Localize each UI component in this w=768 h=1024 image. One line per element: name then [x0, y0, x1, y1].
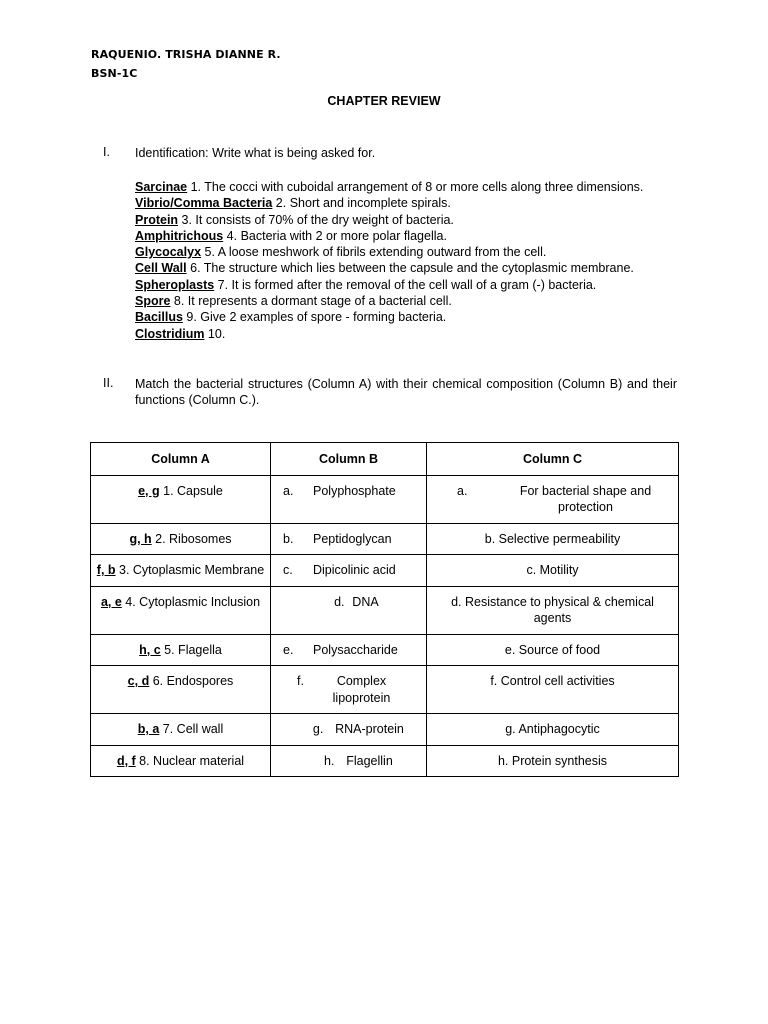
match-answer: e, g [138, 483, 160, 498]
matching-table [90, 442, 679, 777]
match-answer: a, e [100, 594, 122, 609]
answer: Sarcinae [135, 180, 188, 194]
column-c-cell: h. Protein synthesis [427, 745, 679, 777]
structure: 7. Cell wall [159, 722, 224, 736]
list-item [135, 309, 677, 325]
column-a-cell [91, 634, 271, 666]
student-section: BSN-1C [91, 67, 138, 80]
list-item [135, 326, 677, 342]
structure: 1. Capsule [159, 483, 223, 498]
structure: 2. Ribosomes [151, 531, 232, 546]
structure: 5. Flagella [160, 642, 222, 657]
composition: Polysaccharide [313, 642, 398, 657]
list-item [135, 195, 677, 211]
composition: RNA-protein [335, 722, 404, 736]
answer: Bacillus [135, 310, 183, 325]
column-b-cell [271, 523, 427, 555]
structure: 3. Cytoplasmic Membrane [115, 563, 265, 577]
column-c-cell [427, 475, 679, 523]
column-a-cell [91, 475, 271, 523]
structure: 4. Cytoplasmic Inclusion [121, 594, 261, 609]
table-row [91, 555, 679, 587]
question: 9. Give 2 examples of spore - forming bacteria. [182, 310, 447, 325]
list-item [135, 212, 677, 228]
answer: Amphitrichous [135, 228, 224, 243]
letter: a. [457, 483, 468, 498]
question: 7. It is formed after the removal of the cell wall of a gram (-) bacteria. [214, 277, 597, 292]
match-answer: h, c [139, 642, 161, 657]
answer: Spheroplasts [135, 277, 215, 292]
identification-list [135, 179, 677, 342]
list-item [135, 277, 677, 293]
question: 5. A loose meshwork of fibrils extending outward from the cell. [201, 245, 547, 260]
structure: 8. Nuclear material [135, 753, 245, 768]
column-c-cell: g. Antiphagocytic [427, 714, 679, 746]
match-answer: g, h [129, 531, 152, 546]
match-answer: d, f [116, 753, 136, 768]
student-name: RAQUENIO. TRISHA DIANNE R. [91, 48, 281, 61]
part2-numeral: II. [103, 376, 114, 390]
column-c-cell: c. Motility [427, 555, 679, 587]
answer: Protein [135, 212, 179, 227]
column-b-cell [271, 666, 427, 714]
part1-instruction: Identification: Write what is being asked for. [135, 146, 376, 160]
table-row [91, 475, 679, 523]
list-item [135, 293, 677, 309]
letter: a. [283, 483, 294, 498]
table-row [91, 745, 679, 777]
composition: Complex lipoprotein [332, 674, 391, 705]
question: 4. Bacteria with 2 or more polar flagella. [223, 228, 447, 243]
table-row [91, 634, 679, 666]
column-b-cell [271, 745, 427, 777]
part2-instruction: Match the bacterial structures (Column A) with their chemical composition (Column B) and their functions (Column C.). [135, 377, 677, 408]
header-column-a: Column A [91, 443, 271, 476]
column-c-cell: f. Control cell activities [427, 666, 679, 714]
letter: b. [283, 531, 294, 546]
list-item [135, 244, 677, 260]
column-a-cell [91, 745, 271, 777]
composition: Peptidoglycan [313, 531, 392, 546]
table-row [91, 666, 679, 714]
page-title: CHAPTER REVIEW [327, 94, 441, 108]
column-b-cell [271, 634, 427, 666]
column-a-cell [91, 523, 271, 555]
list-item [135, 228, 677, 244]
column-a-cell [91, 666, 271, 714]
question: 3. It consists of 70% of the dry weight of bacteria. [178, 212, 454, 227]
column-b-cell [271, 714, 427, 746]
composition: Flagellin [346, 753, 393, 768]
answer: Vibrio/Comma Bacteria [135, 196, 273, 211]
part1-numeral: I. [103, 145, 110, 159]
list-item [135, 260, 677, 276]
column-b-cell [271, 586, 427, 634]
column-c-cell: e. Source of food [427, 634, 679, 666]
letter: f. [297, 674, 304, 688]
question: 10. [204, 326, 226, 341]
letter: e. [283, 642, 294, 657]
function: For bacterial shape and protection [519, 483, 652, 514]
table-row [91, 714, 679, 746]
column-c-cell: b. Selective permeability [427, 523, 679, 555]
table-row [91, 523, 679, 555]
table-header-row [91, 443, 679, 476]
letter: g. [312, 722, 324, 736]
match-answer: c, d [127, 674, 150, 688]
answer: Cell Wall [135, 261, 187, 276]
question: 2. Short and incomplete spirals. [272, 196, 451, 211]
composition: Polyphosphate [313, 483, 396, 498]
list-item [135, 179, 677, 195]
composition: DNA [352, 594, 379, 609]
column-a-cell [91, 555, 271, 587]
match-answer: f, b [96, 563, 116, 577]
column-a-cell [91, 586, 271, 634]
question: 1. The cocci with cuboidal arrangement of 8 or more cells along three dimensions. [187, 180, 644, 194]
answer: Spore [135, 294, 171, 309]
letter: h. [324, 753, 335, 768]
header-column-c: Column C [427, 443, 679, 476]
header-column-b: Column B [271, 443, 427, 476]
letter: c. [283, 563, 293, 577]
column-c-cell: d. Resistance to physical & chemical agents [427, 586, 679, 634]
match-answer: b, a [137, 722, 160, 736]
composition: Dipicolinic acid [313, 563, 396, 577]
column-b-cell [271, 475, 427, 523]
column-b-cell [271, 555, 427, 587]
question: 6. The structure which lies between the capsule and the cytoplasmic membrane. [186, 261, 634, 276]
question: 8. It represents a dormant stage of a bacterial cell. [170, 294, 452, 309]
structure: 6. Endospores [149, 674, 234, 688]
answer: Glycocalyx [135, 245, 202, 260]
letter: d. [334, 594, 345, 609]
answer: Clostridium [135, 326, 205, 341]
column-a-cell [91, 714, 271, 746]
table-row [91, 586, 679, 634]
